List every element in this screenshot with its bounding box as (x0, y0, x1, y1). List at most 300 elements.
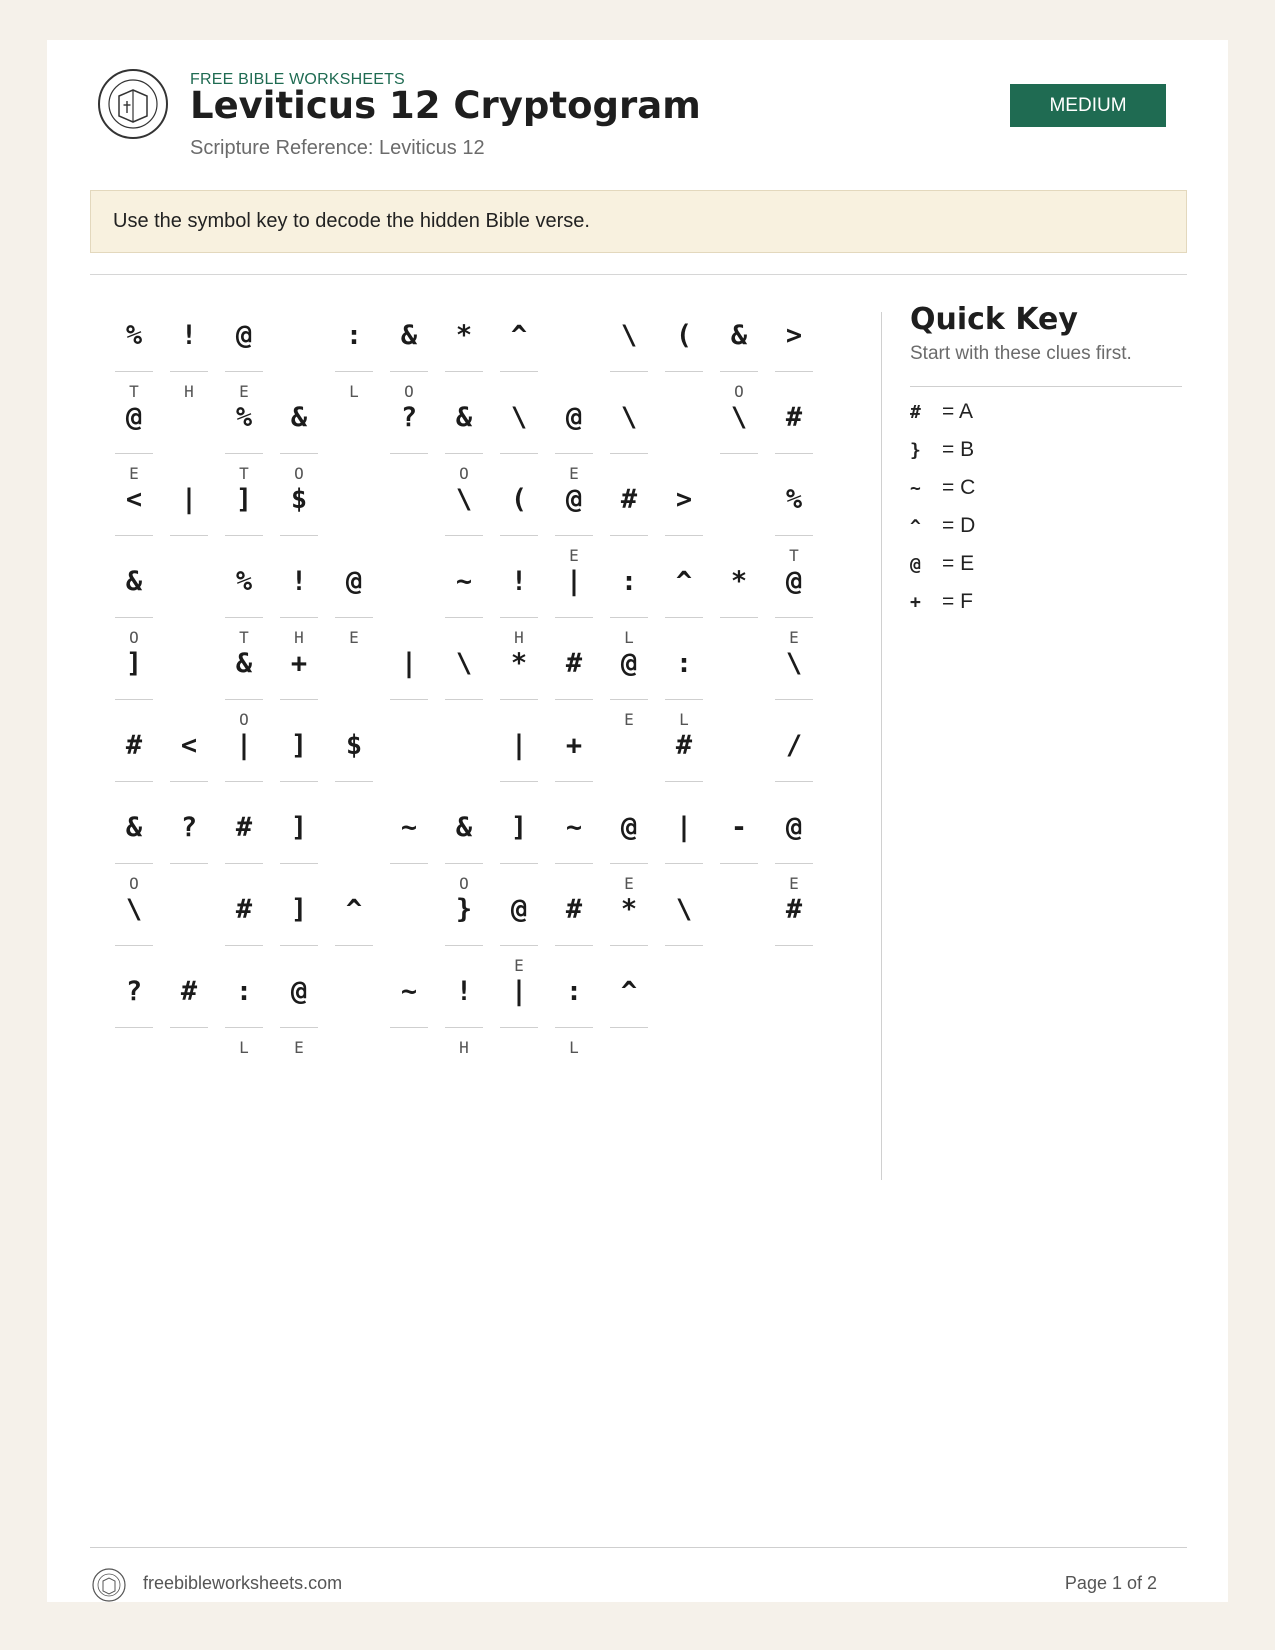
cipher-cell (500, 320, 538, 400)
cipher-symbol: ] (290, 730, 308, 761)
cipher-symbol: < (125, 484, 143, 515)
answer-line (335, 371, 373, 372)
answer-line (390, 453, 428, 454)
cipher-symbol: } (455, 894, 473, 925)
cipher-symbol: * (730, 566, 748, 597)
quick-key-divider (910, 386, 1182, 387)
cipher-symbol: @ (235, 320, 253, 351)
cipher-cell (280, 320, 318, 400)
cipher-cell (170, 402, 208, 482)
cipher-cell (390, 484, 428, 564)
cipher-cell (335, 648, 373, 728)
cipher-symbol: @ (785, 566, 803, 597)
cipher-symbol: \ (510, 402, 528, 433)
quick-key-item (910, 435, 974, 465)
letter-hint: T (789, 546, 799, 565)
cipher-symbol: ] (510, 812, 528, 843)
cipher-symbol: ! (180, 320, 198, 351)
letter-hint: L (679, 710, 689, 729)
cipher-cell (665, 894, 703, 974)
cipher-symbol: ( (675, 320, 693, 351)
cipher-cell (445, 402, 483, 482)
cipher-symbol: ! (510, 566, 528, 597)
cipher-cell (500, 648, 538, 728)
cipher-cell (445, 812, 483, 892)
letter-hint: O (734, 382, 744, 401)
cipher-symbol: # (785, 894, 803, 925)
cipher-cell (170, 812, 208, 892)
letter-hint: O (294, 464, 304, 483)
letter-hint: H (294, 628, 304, 647)
cipher-symbol: # (125, 730, 143, 761)
answer-line (610, 945, 648, 946)
cipher-symbol: # (785, 402, 803, 433)
letter-hint: H (459, 1038, 469, 1057)
cipher-symbol: | (675, 812, 693, 843)
letter-hint: O (239, 710, 249, 729)
cipher-symbol: @ (345, 566, 363, 597)
cipher-cell (335, 484, 373, 564)
cipher-cell (115, 484, 153, 564)
footer-divider (90, 1547, 1187, 1548)
cipher-symbol: > (785, 320, 803, 351)
cipher-symbol: # (565, 894, 583, 925)
cipher-symbol: # (565, 648, 583, 679)
cipher-symbol: ! (290, 566, 308, 597)
quick-key-symbol: + (910, 591, 921, 613)
cipher-cell (720, 730, 758, 810)
answer-line (445, 699, 483, 700)
cipher-cell (500, 894, 538, 974)
letter-hint: E (624, 710, 634, 729)
quick-key-item (910, 511, 975, 541)
answer-line (555, 617, 593, 618)
answer-line (225, 453, 263, 454)
cipher-cell (665, 566, 703, 646)
cipher-cell (115, 812, 153, 892)
answer-line (775, 535, 813, 536)
answer-line (665, 617, 703, 618)
cipher-symbol: * (455, 320, 473, 351)
cipher-symbol: & (455, 812, 473, 843)
cipher-cell (115, 648, 153, 728)
cipher-cell (390, 566, 428, 646)
cipher-symbol: ? (125, 976, 143, 1007)
cipher-cell (115, 402, 153, 482)
quick-key-symbol: # (910, 401, 921, 423)
cipher-cell (170, 484, 208, 564)
cipher-cell (500, 566, 538, 646)
cipher-symbol: \ (455, 484, 473, 515)
answer-line (500, 617, 538, 618)
cipher-cell (665, 730, 703, 810)
cipher-cell (225, 484, 263, 564)
cipher-symbol: @ (565, 484, 583, 515)
cipher-symbol: | (235, 730, 253, 761)
cipher-symbol: \ (675, 894, 693, 925)
cipher-cell (115, 566, 153, 646)
cipher-symbol: < (180, 730, 198, 761)
letter-hint: E (129, 464, 139, 483)
cipher-symbol: \ (455, 648, 473, 679)
section-divider (90, 274, 1187, 275)
answer-line (115, 699, 153, 700)
answer-line (610, 1027, 648, 1028)
cipher-cell (555, 402, 593, 482)
cipher-symbol: % (125, 320, 143, 351)
answer-line (610, 699, 648, 700)
answer-line (500, 699, 538, 700)
cipher-symbol: ] (125, 648, 143, 679)
cipher-symbol: @ (290, 976, 308, 1007)
answer-line (225, 781, 263, 782)
answer-line (115, 863, 153, 864)
cipher-cell (445, 976, 483, 1056)
cipher-cell (775, 320, 813, 400)
quick-key-title: Quick Key (910, 302, 1078, 337)
cipher-symbol: + (565, 730, 583, 761)
cipher-cell (390, 730, 428, 810)
quick-key-value: = A (942, 400, 973, 423)
answer-line (280, 781, 318, 782)
page-number: Page 1 of 2 (1064, 1573, 1157, 1593)
difficulty-badge: MEDIUM (1010, 84, 1166, 127)
answer-line (445, 945, 483, 946)
letter-hint: E (294, 1038, 304, 1057)
cipher-cell (115, 320, 153, 400)
cipher-symbol: * (510, 648, 528, 679)
answer-line (500, 1027, 538, 1028)
cipher-cell (115, 894, 153, 974)
cipher-cell (335, 402, 373, 482)
cipher-symbol: / (785, 730, 803, 761)
cipher-cell (335, 730, 373, 810)
answer-line (500, 863, 538, 864)
cipher-symbol: @ (785, 812, 803, 843)
cipher-symbol: \ (785, 648, 803, 679)
cipher-cell (170, 320, 208, 400)
quick-key-item (910, 473, 975, 503)
answer-line (775, 699, 813, 700)
answer-line (170, 371, 208, 372)
cipher-cell (720, 566, 758, 646)
cipher-cell (280, 402, 318, 482)
answer-line (445, 535, 483, 536)
cipher-cell (335, 566, 373, 646)
page-title: Leviticus 12 Cryptogram (190, 84, 701, 127)
cipher-cell (775, 402, 813, 482)
answer-line (775, 371, 813, 372)
letter-hint: E (789, 874, 799, 893)
answer-line (225, 535, 263, 536)
cipher-symbol: ~ (400, 812, 418, 843)
quick-key-value: = B (942, 438, 975, 461)
answer-line (225, 1027, 263, 1028)
answer-line (445, 1027, 483, 1028)
answer-line (775, 617, 813, 618)
instructions-text: Use the symbol key to decode the hidden Bible verse. (113, 210, 590, 232)
scripture-reference: Scripture Reference: Leviticus 12 (190, 137, 485, 159)
answer-line (665, 535, 703, 536)
cipher-cell (720, 484, 758, 564)
cipher-cell (610, 894, 648, 974)
answer-line (720, 617, 758, 618)
answer-line (555, 945, 593, 946)
answer-line (500, 945, 538, 946)
cipher-cell (280, 976, 318, 1056)
cipher-cell (500, 402, 538, 482)
cipher-symbol: @ (125, 402, 143, 433)
cipher-symbol: % (235, 402, 253, 433)
answer-line (280, 699, 318, 700)
cipher-cell (610, 812, 648, 892)
cipher-cell (610, 566, 648, 646)
cipher-cell (225, 730, 263, 810)
answer-line (170, 863, 208, 864)
column-divider (881, 312, 882, 1180)
cipher-cell (610, 484, 648, 564)
letter-hint: O (404, 382, 414, 401)
cipher-cell (555, 894, 593, 974)
cipher-cell (665, 648, 703, 728)
letter-hint: T (129, 382, 139, 401)
answer-line (610, 453, 648, 454)
answer-line (280, 1027, 318, 1028)
cipher-symbol: & (400, 320, 418, 351)
letter-hint: O (459, 874, 469, 893)
cipher-cell (390, 976, 428, 1056)
cipher-symbol: & (235, 648, 253, 679)
cipher-symbol: | (510, 730, 528, 761)
answer-line (335, 781, 373, 782)
cipher-symbol: ~ (400, 976, 418, 1007)
cipher-cell (500, 976, 538, 1056)
cipher-symbol: ! (455, 976, 473, 1007)
answer-line (280, 453, 318, 454)
cipher-cell (225, 894, 263, 974)
cipher-symbol: & (290, 402, 308, 433)
answer-line (280, 617, 318, 618)
answer-line (610, 535, 648, 536)
cipher-cell (775, 566, 813, 646)
cipher-symbol: ] (290, 812, 308, 843)
letter-hint: O (129, 628, 139, 647)
answer-line (665, 371, 703, 372)
letter-hint: E (789, 628, 799, 647)
cipher-cell (225, 648, 263, 728)
cipher-cell (500, 812, 538, 892)
answer-line (665, 699, 703, 700)
cipher-cell (555, 648, 593, 728)
answer-line (500, 535, 538, 536)
cipher-cell (225, 976, 263, 1056)
cipher-symbol: % (785, 484, 803, 515)
cipher-symbol: ? (400, 402, 418, 433)
cipher-cell (390, 894, 428, 974)
answer-line (555, 699, 593, 700)
cipher-cell (445, 894, 483, 974)
cipher-cell (390, 320, 428, 400)
answer-line (115, 617, 153, 618)
answer-line (115, 1027, 153, 1028)
letter-hint: E (624, 874, 634, 893)
cipher-cell (775, 730, 813, 810)
letter-hint: L (349, 382, 359, 401)
cipher-symbol: | (400, 648, 418, 679)
cipher-cell (555, 566, 593, 646)
cipher-cell (445, 648, 483, 728)
cipher-symbol: : (345, 320, 363, 351)
answer-line (115, 535, 153, 536)
cipher-cell (335, 894, 373, 974)
answer-line (280, 863, 318, 864)
answer-line (115, 945, 153, 946)
cipher-cell (665, 484, 703, 564)
cipher-cell (170, 566, 208, 646)
cipher-cell (555, 730, 593, 810)
cipher-symbol: $ (290, 484, 308, 515)
answer-line (610, 617, 648, 618)
cipher-cell (500, 484, 538, 564)
worksheet-header (47, 40, 1228, 180)
cipher-cell (115, 730, 153, 810)
answer-line (390, 371, 428, 372)
cipher-cell (280, 730, 318, 810)
cipher-symbol: # (180, 976, 198, 1007)
quick-key-item (910, 587, 973, 617)
answer-line (335, 617, 373, 618)
footer-logo-icon (92, 1568, 126, 1602)
cipher-symbol: & (125, 812, 143, 843)
letter-hint: H (514, 628, 524, 647)
cipher-symbol: @ (510, 894, 528, 925)
cipher-cell (555, 812, 593, 892)
cipher-cell (170, 730, 208, 810)
cipher-cell (555, 484, 593, 564)
letter-hint: E (514, 956, 524, 975)
cipher-cell (170, 648, 208, 728)
cipher-cell (280, 648, 318, 728)
answer-line (775, 863, 813, 864)
cipher-symbol: ? (180, 812, 198, 843)
answer-line (555, 1027, 593, 1028)
answer-line (665, 863, 703, 864)
cipher-cell (225, 320, 263, 400)
answer-line (445, 371, 483, 372)
cipher-symbol: > (675, 484, 693, 515)
cipher-cell (720, 648, 758, 728)
cipher-cell (720, 320, 758, 400)
answer-line (555, 535, 593, 536)
quick-key-value: = E (942, 552, 975, 575)
cipher-symbol: \ (125, 894, 143, 925)
letter-hint: E (569, 464, 579, 483)
answer-line (500, 371, 538, 372)
answer-line (335, 945, 373, 946)
cipher-symbol: # (675, 730, 693, 761)
answer-line (555, 863, 593, 864)
answer-line (280, 535, 318, 536)
cipher-cell (225, 566, 263, 646)
cipher-cell (665, 320, 703, 400)
cipher-symbol: % (235, 566, 253, 597)
cipher-cell (390, 402, 428, 482)
answer-line (280, 945, 318, 946)
quick-key-symbol: } (910, 439, 921, 461)
quick-key-value: = F (942, 590, 973, 613)
cipher-cell (720, 894, 758, 974)
bible-logo-icon (97, 68, 169, 140)
answer-line (720, 371, 758, 372)
answer-line (170, 1027, 208, 1028)
cipher-symbol: ^ (675, 566, 693, 597)
answer-line (775, 945, 813, 946)
answer-line (225, 617, 263, 618)
cipher-cell (775, 484, 813, 564)
letter-hint: T (239, 464, 249, 483)
answer-line (170, 781, 208, 782)
answer-line (445, 453, 483, 454)
answer-line (555, 781, 593, 782)
cipher-cell (555, 320, 593, 400)
cipher-cell (390, 648, 428, 728)
cipher-symbol: \ (620, 320, 638, 351)
letter-hint: L (569, 1038, 579, 1057)
cipher-symbol: ~ (455, 566, 473, 597)
quick-key-value: = C (942, 476, 976, 499)
letter-hint: L (239, 1038, 249, 1057)
cipher-cell (610, 976, 648, 1056)
cipher-symbol: : (565, 976, 583, 1007)
cipher-symbol: ^ (620, 976, 638, 1007)
cipher-cell (445, 484, 483, 564)
answer-line (775, 781, 813, 782)
cipher-cell (720, 812, 758, 892)
cipher-cell (280, 484, 318, 564)
cipher-symbol: : (620, 566, 638, 597)
cipher-cell (445, 320, 483, 400)
cipher-cell (775, 894, 813, 974)
answer-line (610, 371, 648, 372)
answer-line (115, 371, 153, 372)
cipher-symbol: ] (290, 894, 308, 925)
answer-line (720, 863, 758, 864)
answer-line (445, 617, 483, 618)
cipher-cell (170, 894, 208, 974)
letter-hint: O (129, 874, 139, 893)
answer-line (225, 863, 263, 864)
quick-key-symbol: ^ (910, 515, 921, 537)
cipher-symbol: ^ (510, 320, 528, 351)
cipher-cell (280, 566, 318, 646)
answer-line (500, 453, 538, 454)
letter-hint: T (239, 628, 249, 647)
cipher-symbol: + (290, 648, 308, 679)
cipher-symbol: | (565, 566, 583, 597)
cipher-symbol: ] (235, 484, 253, 515)
cipher-cell (335, 812, 373, 892)
instructions-box (90, 190, 1187, 253)
answer-line (665, 945, 703, 946)
letter-hint: H (184, 382, 194, 401)
cipher-symbol: \ (730, 402, 748, 433)
cipher-cell (280, 894, 318, 974)
answer-line (775, 453, 813, 454)
cipher-symbol: & (125, 566, 143, 597)
quick-key-value: = D (942, 514, 976, 537)
cipher-cell (775, 812, 813, 892)
cipher-cell (720, 402, 758, 482)
